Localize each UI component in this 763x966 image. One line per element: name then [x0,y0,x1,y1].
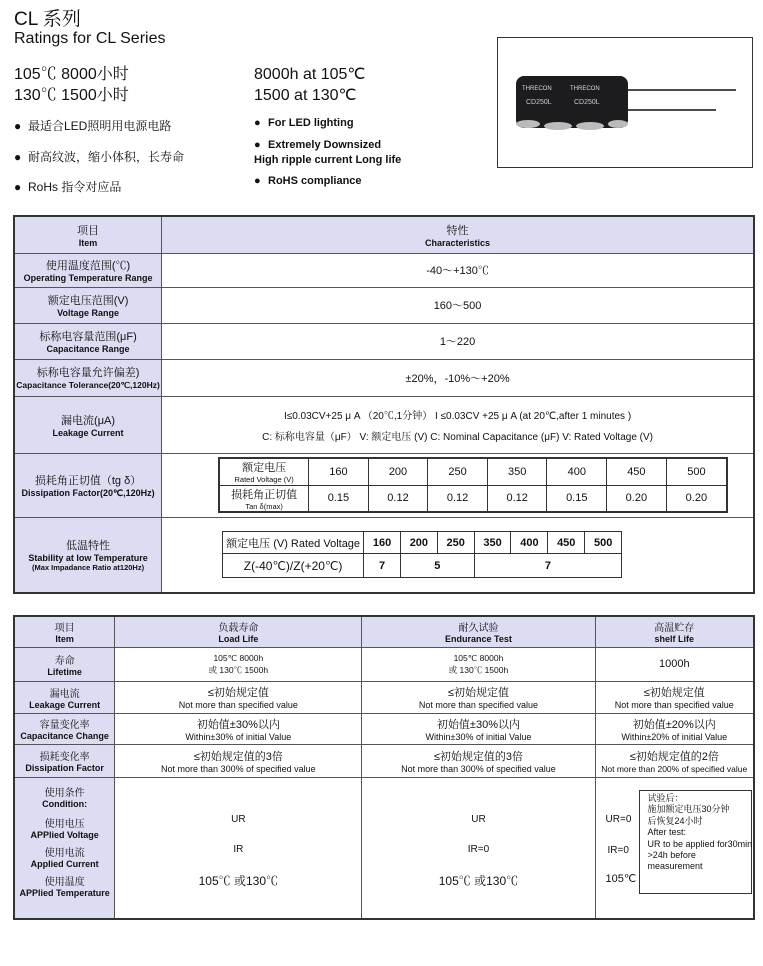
df-val: 0.20 [607,485,667,512]
load-cc [115,713,362,744]
cc-cn: 容量变化率 [39,720,90,731]
end-cc-en: Within±30% of initial Value [425,731,532,742]
df-tan-label [219,485,309,512]
spec-header-item [14,216,162,253]
df-volt: 450 [607,458,667,485]
temp-en: Operating Temperature Range [23,273,153,283]
header-char-en: Characteristics [425,237,491,248]
lh-load-cn: 负载寿命 [218,623,259,635]
load-lifetime [115,647,362,681]
df-tan-en: Tan δ(max) [245,501,283,511]
end-lc-cn: ≤初始规定值 [447,687,509,699]
lt-volt: 200 [400,532,437,554]
life-row-lifetime [14,647,754,681]
df-inner-table [218,457,728,513]
load-ir: IR [233,843,244,855]
df-val: 0.12 [487,485,547,512]
lh-item-cn: 项目 [54,623,75,635]
photo-part-2: CD250L [574,99,600,106]
feature-cn-3: ● RoHs 指令对应品 [14,180,122,194]
life-header-row [14,616,754,647]
shelf-ur: UR=0 [605,813,632,825]
df-rv-cn: 额定电压 [242,462,287,475]
shelf-cc-en: Within±20% of initial Value [621,731,728,742]
lh-item [14,616,115,647]
end-cond [362,777,595,919]
lh-shelf-cn: 高温贮存 [654,623,695,635]
end-life-2: 或 130℃ 1500h [448,664,509,675]
life-row-cond [14,777,754,919]
product-photo [497,37,753,168]
end-dfl-cn: ≤初始规定值的3倍 [433,750,524,763]
cc-label [14,713,115,744]
ac-en: Applied Current [30,858,99,869]
load-dfl-cn: ≤初始规定值的3倍 [193,750,283,763]
at-en: APPlied Temperature [19,887,110,898]
life-row-leak [14,681,754,713]
at-cn: 使用温度 [44,876,85,888]
note-5: UR to be applied for30min [647,838,753,849]
df-cell [162,453,754,517]
end-dfl [362,744,595,777]
lt-cn: 低温特性 [66,540,111,553]
header-item-cn: 项目 [77,224,100,237]
df-volt: 500 [666,458,727,485]
note-1: 试验后： [647,792,684,803]
note-3: 后恢复24小时 [647,815,703,826]
tol-cn: 标称电容量允许偏差) [36,367,140,379]
spec-row-volt [14,287,754,323]
end-lc [362,681,595,713]
life-table [13,615,755,920]
end-temp: 105℃ 或130℃ [438,873,519,888]
df-val: 0.15 [547,485,607,512]
dfl-en: Dissipation Factor [25,763,104,773]
av-cn: 使用电压 [44,818,85,830]
dfl-cn: 损耗变化率 [39,752,90,763]
lh-end-en: Endurance Test [445,634,512,645]
lt-val: 7 [364,554,401,578]
cap-en: Capacitance Range [46,344,130,354]
cc-en: Capacitance Change [20,731,109,741]
volt-value: 160～500 [162,287,754,323]
leak-label [14,396,162,453]
end-lc-en: Not more than specified value [418,700,538,710]
end-cc [362,713,595,744]
feature-en-3: ● RoHS compliance [254,175,362,187]
series-title-cn: CL 系列 [14,9,81,30]
note-6: >24h before [647,850,696,860]
load-dfl [115,744,362,777]
load-lc-en: Not more than specified value [178,700,298,710]
df-volt: 250 [428,458,488,485]
av-en: APPlied Voltage [30,829,99,840]
lt-cell [162,517,754,593]
dfl-label [14,744,115,777]
end-dfl-en: Not more than 300% of specified value [401,763,556,774]
spec-row-lt [14,517,754,593]
spec-row-df [14,453,754,517]
cond-en: Condition: [42,798,88,809]
load-dfl-en: Not more than 300% of specified value [161,763,316,774]
lh-item-en: Item [55,634,74,645]
leak-cn: 漏电流(μA) [61,414,116,427]
lc-en: Leakage Current [29,699,101,710]
lc-label [14,681,115,713]
lt-en2: (Max Impadance Ratio at120Hz) [31,563,145,573]
lt-volt: 350 [474,532,511,554]
feature-en-1-text: For LED lighting [268,117,354,129]
lh-end [362,616,595,647]
note-4: After test: [647,827,687,837]
end-life-1: 105℃ 8000h [453,652,504,663]
rating-cn-2: 130℃ 1500小时 [14,87,129,104]
df-val: 0.20 [666,485,727,512]
shelf-lc-en: Not more than specified value [614,700,734,710]
lh-shelf-en: shelf Life [654,634,695,645]
load-cc-en: Within±30% of initial Value [185,731,292,742]
spec-header-char [162,216,754,253]
tol-label [14,359,162,396]
feature-en-2a-text: Extremely Downsized [268,139,382,151]
spec-header-row [14,216,754,253]
rating-cn [14,64,129,106]
feature-cn-2: ● 耐高纹波，缩小体积，长寿命 [14,150,185,164]
cap-value: 1～220 [162,323,754,359]
df-cn: 损耗角正切值（tg δ） [34,474,142,487]
load-cond [115,777,362,919]
lh-load [115,616,362,647]
end-ur: UR [471,813,486,825]
df-volt: 160 [309,458,369,485]
lt-rv-label: 额定电压 (V) Rated Voltage [223,532,364,554]
lh-end-cn: 耐久试验 [458,623,499,635]
lt-en: Stability at low Temperature [28,553,148,564]
temp-value: -40～+130℃ [162,253,754,287]
lt-label [14,517,162,593]
lt-volt: 500 [585,532,622,554]
photo-part-1: CD250L [526,99,552,106]
volt-cn: 额定电压范围(V) [47,295,129,307]
shelf-dfl [595,744,754,777]
lifetime-cn: 寿命 [54,655,75,667]
ac-cn: 使用电流 [44,847,85,859]
volt-en: Voltage Range [57,308,119,318]
volt-label [14,287,162,323]
cap-cn: 标称电容量范围(μF) [39,331,137,343]
leak-line-1: I≤0.03CV+25 μ A （20℃,1分钟） I ≤0.03CV +25 μ A (at 20℃,after 1 minutes ) [283,410,632,422]
rating-en-2: 1500 at 130℃ [254,87,357,104]
feature-cn-1-text: 最适合LED照明用电源电路 [28,119,172,133]
tol-value: ±20%，-10%～+20% [162,359,754,396]
end-lifetime [362,647,595,681]
df-tan-row [219,485,727,512]
shelf-lc [595,681,754,713]
load-lc [115,681,362,713]
lt-val: 5 [400,554,474,578]
lt-volt: 450 [548,532,585,554]
feature-en-2b: High ripple current Long life [254,154,402,166]
rating-en [254,64,365,106]
leak-value [162,396,754,453]
feature-cn-1: ● 最适合LED照明用电源电路 [14,119,172,133]
note-2: 施加额定电压30分钟 [647,804,730,814]
df-val: 0.12 [428,485,488,512]
life-row-df [14,744,754,777]
lifetime-en: Lifetime [47,666,82,677]
spec-table [13,215,755,594]
shelf-cc-cn: 初始值±20%以内 [632,718,716,731]
photo-brand-1: THRECON [522,86,552,92]
df-rv-label [219,458,309,485]
lt-voltage-row [223,532,622,554]
shelf-dfl-cn: ≤初始规定值的2倍 [629,750,719,763]
end-cc-cn: 初始值±30%以内 [436,718,520,731]
cond-cn: 使用条件 [44,787,85,799]
lh-shelf [595,616,754,647]
lt-val: 7 [474,554,621,578]
df-val: 0.15 [309,485,369,512]
load-lc-cn: ≤初始规定值 [207,687,269,699]
spec-row-leak [14,396,754,453]
lt-volt: 400 [511,532,548,554]
lt-z-label: Z(-40℃)/Z(+20℃) [223,554,364,578]
rating-en-1: 8000h at 105℃ [254,66,366,83]
shelf-lifetime: 1000h [595,647,754,681]
lt-z-row [223,554,622,578]
shelf-lc-cn: ≤初始规定值 [643,687,705,699]
temp-cn: 使用温度范围(℃) [45,260,131,272]
series-title-en: Ratings for CL Series [14,30,166,47]
photo-brand-2: THRECON [570,86,600,92]
shelf-cond [595,777,754,919]
df-en: Dissipation Factor(20℃,120Hz) [21,487,155,498]
feature-en-1: ● For LED lighting [254,117,354,129]
load-cc-cn: 初始值±30%以内 [196,718,280,731]
feature-en-3-text: RoHS compliance [268,175,362,187]
life-row-cap [14,713,754,744]
shelf-temp: 105℃ [605,872,637,885]
feature-en-2: ● Extremely Downsized [254,139,382,151]
feature-cn-3-text: RoHs 指令对应品 [28,180,122,194]
note-7: measurement [647,860,703,871]
load-life-1: 105℃ 8000h [213,652,264,663]
shelf-dfl-en: Not more than 200% of specified value [601,763,748,774]
lc-cn: 漏电流 [49,688,80,700]
cond-label [14,777,115,919]
df-tan-cn: 损耗角正切值 [231,488,298,501]
lh-load-en: Load Life [218,634,259,645]
df-volt: 400 [547,458,607,485]
feature-cn-2-text: 耐高纹波，缩小体积，长寿命 [28,150,185,164]
header-item-en: Item [78,237,98,248]
lt-volt: 160 [364,532,401,554]
df-val: 0.12 [368,485,428,512]
shelf-note-box [639,790,752,894]
lifetime-label [14,647,115,681]
df-rv-en: Rated Voltage (V) [234,475,294,485]
df-volt: 350 [487,458,547,485]
spec-row-tol [14,359,754,396]
shelf-ir: IR=0 [607,844,629,856]
spec-row-temp [14,253,754,287]
cap-label [14,323,162,359]
df-volt: 200 [368,458,428,485]
leak-line-2: C: 标称电容量（μF） V: 额定电压 (V) C: Nominal Capacitance (μF) V: Rated Voltage (V) [262,431,653,443]
lt-volt: 250 [437,532,474,554]
spec-row-cap [14,323,754,359]
temp-label [14,253,162,287]
lt-inner-table [222,531,622,578]
load-life-2: 或 130℃ 1500h [208,664,269,675]
capacitor-image [498,38,752,167]
load-ur: UR [231,813,246,825]
load-temp: 105℃ 或130℃ [198,873,279,888]
df-voltage-row [219,458,727,485]
df-label [14,453,162,517]
header-char-cn: 特性 [446,224,469,237]
tol-en: Capacitance Tolerance(20℃,120Hz) [16,380,160,390]
rating-cn-1: 105℃ 8000小时 [14,66,129,83]
shelf-cc [595,713,754,744]
end-ir: IR=0 [467,843,490,855]
leak-en: Leakage Current [52,427,124,438]
